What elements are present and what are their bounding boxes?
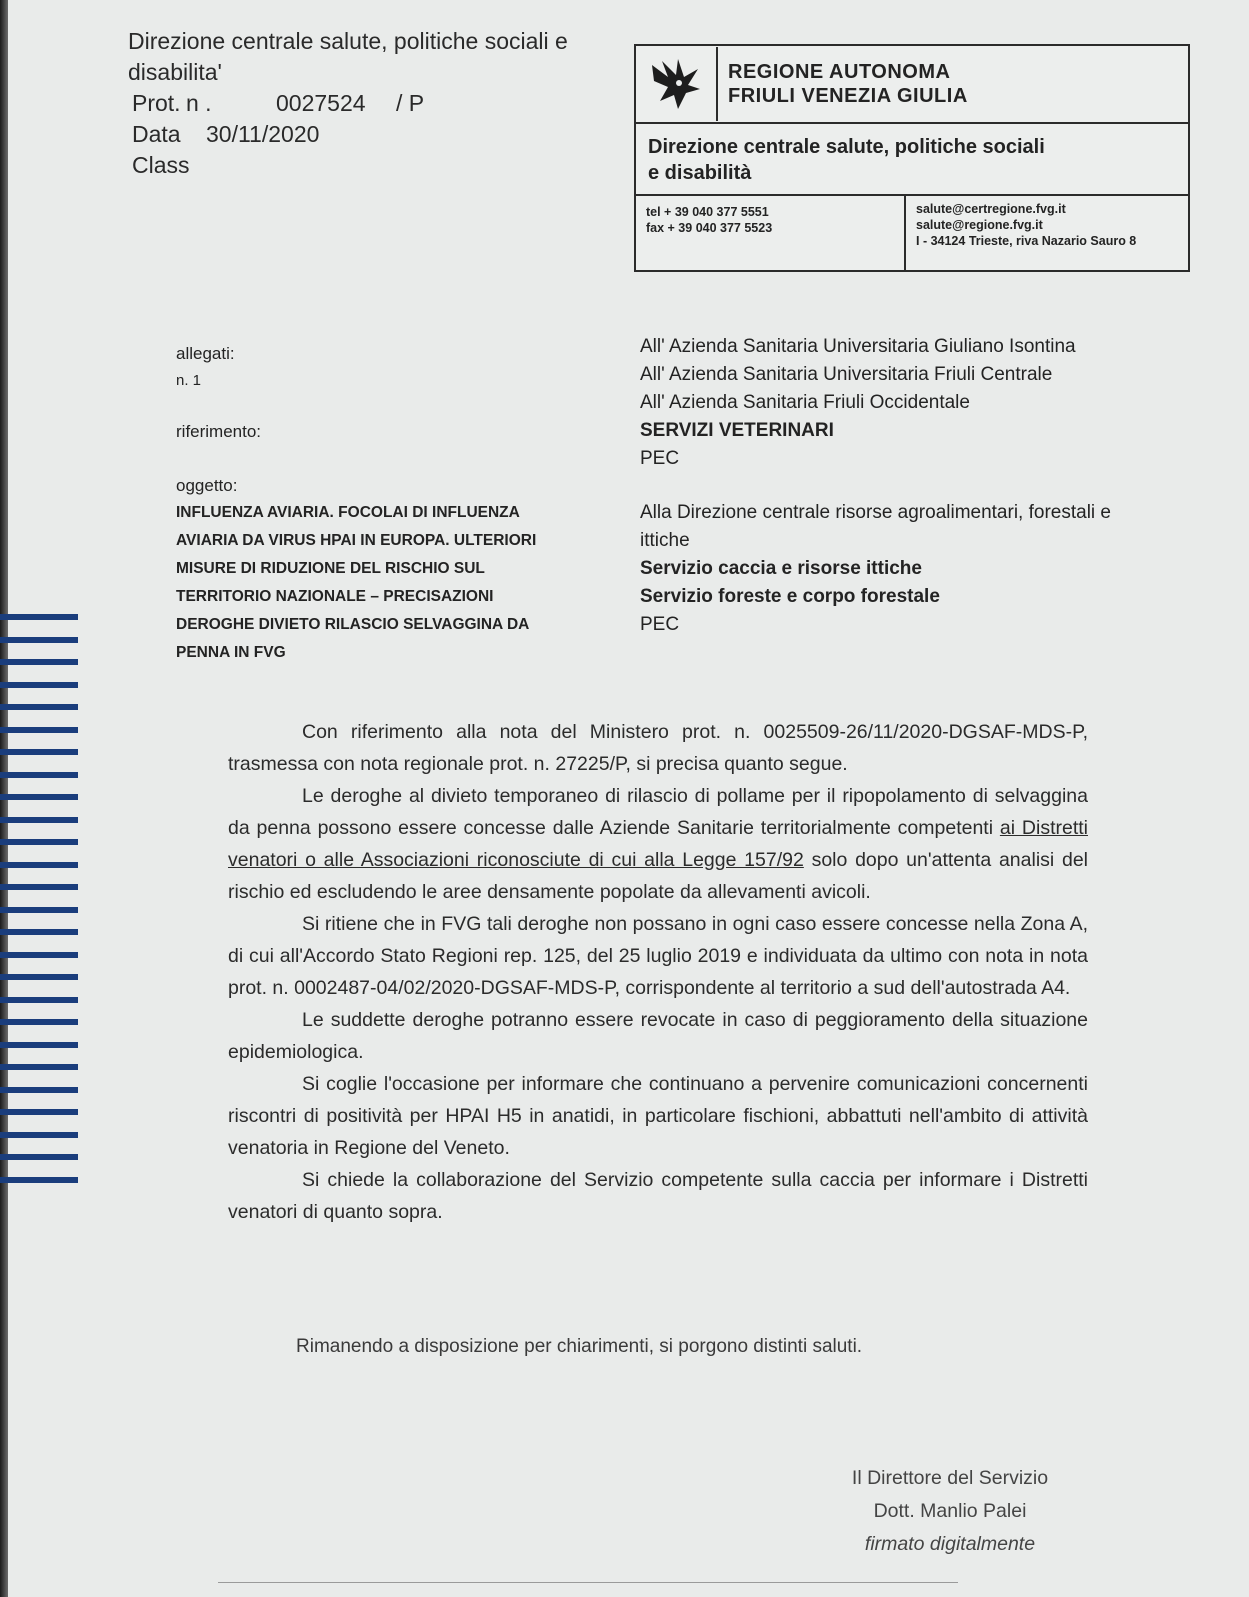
office-name-line2: disabilita' — [128, 59, 222, 85]
date-row — [128, 119, 628, 150]
letter-body — [228, 716, 1088, 1228]
class-label: Class — [132, 152, 190, 178]
subject-line: INFLUENZA AVIARIA. FOCOLAI DI INFLUENZA — [176, 504, 520, 521]
body-paragraph: Si chiede la collaborazione del Servizio competente sulla caccia per informare i Distretti venatori di quanto sopra. — [228, 1169, 1088, 1223]
department-line1: Direzione centrale salute, politiche sociali — [648, 136, 1045, 158]
subject-label: oggetto: — [176, 476, 238, 495]
letterhead-top — [636, 46, 1188, 124]
attachments-value: n. 1 — [176, 372, 202, 389]
postal-address: I - 34124 Trieste, riva Nazario Sauro 8 — [916, 234, 1137, 248]
department-line2: e disabilità — [648, 162, 752, 184]
body-text-span: Le deroghe al divieto temporaneo di rilascio di pollame per il ripopolamento di selvaggina da penna possono essere concesse dalle Aziende Sanitarie territorialmente competenti — [228, 785, 1088, 839]
signer-name: Dott. Manlio Palei — [873, 1500, 1027, 1522]
recipient-service: SERVIZI VETERINARI — [640, 420, 834, 441]
footer-divider — [218, 1582, 958, 1583]
blue-stripes-decoration — [0, 614, 78, 1199]
protocol-header — [128, 26, 628, 181]
fax-number: fax + 39 040 377 5523 — [646, 221, 773, 235]
recipient-pec: PEC — [640, 614, 680, 635]
recipient: All' Azienda Sanitaria Friuli Occidentale — [640, 392, 970, 413]
phone-contacts — [636, 196, 906, 272]
prot-suffix: / P — [396, 90, 425, 116]
subject-line: DEROGHE DIVIETO RILASCIO SELVAGGINA DA — [176, 616, 530, 633]
date-value: 30/11/2020 — [206, 121, 320, 147]
subject-text — [176, 499, 596, 667]
prot-n-label: n . — [186, 90, 212, 116]
class-row — [128, 150, 628, 181]
letter-meta — [176, 340, 596, 667]
prot-number: 0027524 — [276, 90, 366, 116]
recipient-service: Servizio foreste e corpo forestale — [640, 586, 940, 607]
phone-number: tel + 39 040 377 5551 — [646, 205, 769, 219]
recipients-block — [640, 333, 1160, 639]
region-name — [718, 60, 968, 108]
prot-label: Prot. — [132, 90, 181, 116]
subject-line: MISURE DI RIDUZIONE DEL RISCHIO SUL — [176, 560, 485, 577]
closing-line: Rimanendo a disposizione per chiarimenti, si porgono distinti saluti. — [296, 1336, 863, 1357]
recipient: All' Azienda Sanitaria Universitaria Friuli Centrale — [640, 364, 1053, 385]
subject-line: TERRITORIO NAZIONALE – PRECISAZIONI — [176, 588, 494, 605]
email-address: salute@regione.fvg.it — [916, 218, 1043, 232]
subject-line: PENNA IN FVG — [176, 644, 286, 661]
body-paragraph: Con riferimento alla nota del Ministero prot. n. 0025509-26/11/2020-DGSAF-MDS-P, trasmessa con nota regionale prot. n. 27225/P, si precisa quanto segue. — [228, 721, 1088, 775]
contact-row — [636, 196, 1188, 272]
signature-block — [830, 1462, 1070, 1561]
office-name-line1: Direzione centrale salute, politiche sociali e — [128, 28, 568, 54]
recipient: Alla Direzione centrale risorse agroalimentari, forestali e ittiche — [640, 502, 1111, 551]
protocol-row — [128, 88, 628, 119]
email-contacts — [906, 196, 1188, 272]
department-name — [636, 124, 1188, 196]
email-certified: salute@certregione.fvg.it — [916, 202, 1066, 216]
eagle-logo-icon — [636, 47, 718, 121]
body-underlined-text: ai Distretti venatori o alle Associazioni riconosciute di cui alla Legge 157/92 — [228, 817, 1088, 871]
signer-role: Il Direttore del Servizio — [851, 1467, 1049, 1489]
region-name-line1: REGIONE AUTONOMA — [728, 61, 951, 83]
body-paragraph: Si coglie l'occasione per informare che continuano a pervenire comunicazioni concernenti riscontri di positività per HPAI H5 in anatidi, in particolare fischioni, abbattuti nell'ambito di attività venatoria in Regione del Veneto. — [228, 1073, 1088, 1159]
body-paragraph: Le suddette deroghe potranno essere revocate in caso di peggioramento della situazione epidemiologica. — [228, 1009, 1088, 1063]
subject-line: AVIARIA DA VIRUS HPAI IN EUROPA. ULTERIORI — [176, 532, 537, 549]
attachments-label: allegati: — [176, 344, 235, 363]
letterhead-box — [634, 44, 1190, 272]
region-name-line2: FRIULI VENEZIA GIULIA — [728, 85, 968, 107]
digital-signature-note: firmato digitalmente — [864, 1533, 1036, 1555]
date-label: Data — [132, 121, 181, 147]
recipient: All' Azienda Sanitaria Universitaria Giuliano Isontina — [640, 336, 1076, 357]
reference-label: riferimento: — [176, 422, 262, 441]
body-paragraph: Si ritiene che in FVG tali deroghe non possano in ogni caso essere concesse nella Zona A, di cui all'Accordo Stato Regioni rep. 125, del 25 luglio 2019 e individuata da ultimo con nota in nota prot. n. 0002487-04/02/2020-DGSAF-MDS-P, corrispondente al territorio a sud dell'autostrada A4. — [228, 913, 1088, 999]
body-text-span: solo dopo un'attenta analisi del rischio ed escludendo le aree densamente popolate da allevamenti avicoli. — [228, 849, 1088, 903]
recipient-service: Servizio caccia e risorse ittiche — [640, 558, 922, 579]
body-paragraph — [228, 780, 1088, 908]
recipient-pec: PEC — [640, 448, 680, 469]
